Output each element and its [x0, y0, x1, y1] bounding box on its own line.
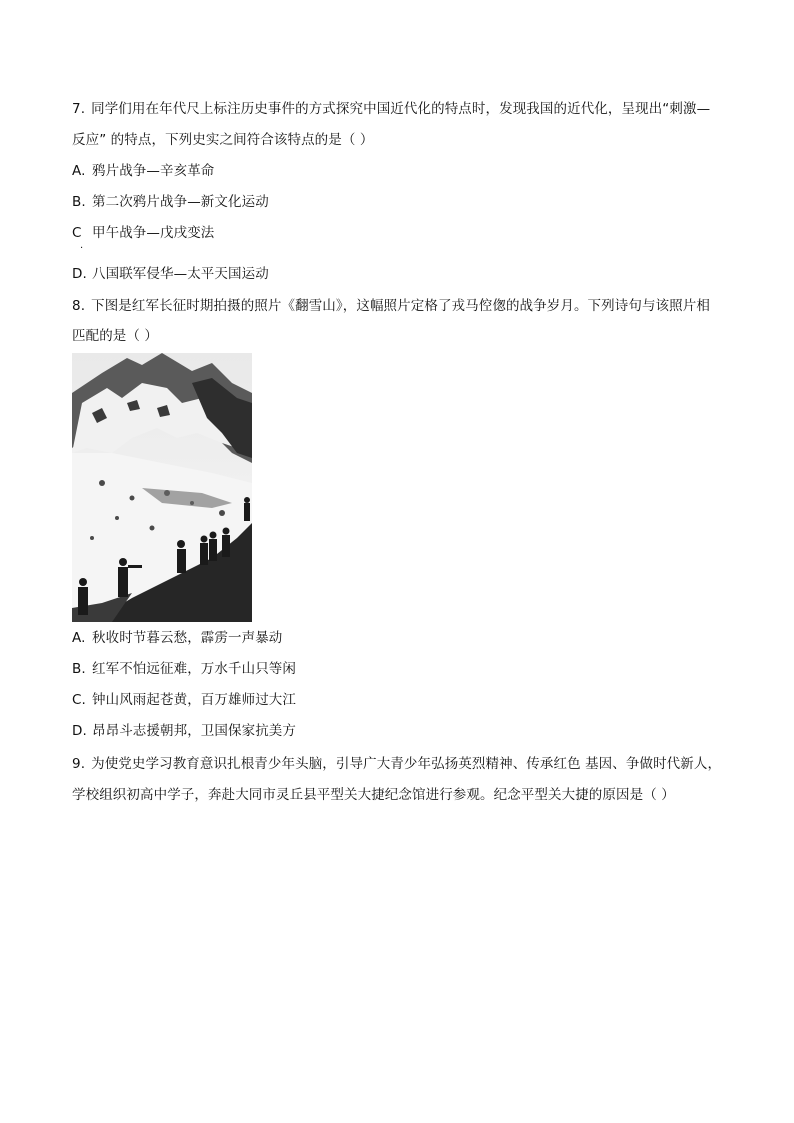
q7-stem-text1: 同学们用在年代尺上标注历史事件的方式探究中国近代化的特点时，发现我国的近代化，呈现出“刺激—: [91, 101, 711, 117]
q8-option-c-text: 钟山风雨起苍黄，百万雄师过大江: [92, 692, 296, 708]
stray-dot-mark: ·: [80, 243, 84, 254]
q7-number: 7.: [72, 101, 86, 117]
q7-stem-line1: [72, 100, 710, 118]
q8-option-c-letter: C.: [72, 692, 86, 708]
q7-option-d-letter: D.: [72, 266, 87, 282]
q8-option-b-text: 红军不怕远征难，万水千山只等闲: [92, 661, 296, 677]
q8-option-a-letter: A.: [72, 630, 86, 646]
q8-option-d: [72, 722, 296, 740]
q7-option-c: [72, 224, 214, 242]
q7-option-d: [72, 265, 269, 283]
q8-option-b: [72, 660, 296, 678]
q8-option-a: [72, 629, 282, 647]
q7-option-a: [72, 162, 214, 180]
q8-option-c: [72, 691, 296, 709]
q7-option-c-text: 甲午战争—戊戌变法: [92, 225, 215, 241]
q7-option-b: [72, 193, 269, 211]
q8-option-d-text: 昂昂斗志援朝邦，卫国保家抗美方: [92, 723, 296, 739]
q7-option-b-text: 第二次鸦片战争—新文化运动: [92, 194, 269, 210]
q7-option-a-letter: A.: [72, 163, 86, 179]
q8-number: 8.: [72, 298, 86, 314]
q8-stem-line2: 匹配的是（ ）: [72, 328, 158, 344]
q7-stem-line2: 反应” 的特点，下列史实之间符合该特点的是（ ）: [72, 132, 374, 148]
q8-option-a-text: 秋收时节暮云愁，霹雳一声暴动: [92, 630, 283, 646]
snow-mountain-illustration: [72, 353, 252, 622]
q7-option-b-letter: B.: [72, 194, 86, 210]
q8-option-d-letter: D.: [72, 723, 87, 739]
q8-option-b-letter: B.: [72, 661, 86, 677]
q9-stem-text1: 为使党史学习教育意识扎根青少年头脑，引导广大青少年弘扬英烈精神、传承红色 基因、争做时代新人，: [91, 756, 722, 772]
q9-stem-line1: [72, 755, 721, 773]
q8-stem-line1: [72, 297, 710, 315]
q9-number: 9.: [72, 756, 86, 772]
q8-stem-text1: 下图是红军长征时期拍摄的照片《翻雪山》，这幅照片定格了戎马倥偬的战争岁月。下列诗句与该照片相: [91, 298, 710, 314]
q7-option-c-letter: C: [72, 225, 82, 241]
snow-mountain-photo: [72, 353, 252, 622]
q7-option-d-text: 八国联军侵华—太平天国运动: [92, 266, 269, 282]
q7-option-a-text: 鸦片战争—辛亥革命: [92, 163, 215, 179]
q9-stem-line2: 学校组织初高中学子，奔赴大同市灵丘县平型关大捷纪念馆进行参观。纪念平型关大捷的原因是（ ）: [72, 787, 675, 803]
